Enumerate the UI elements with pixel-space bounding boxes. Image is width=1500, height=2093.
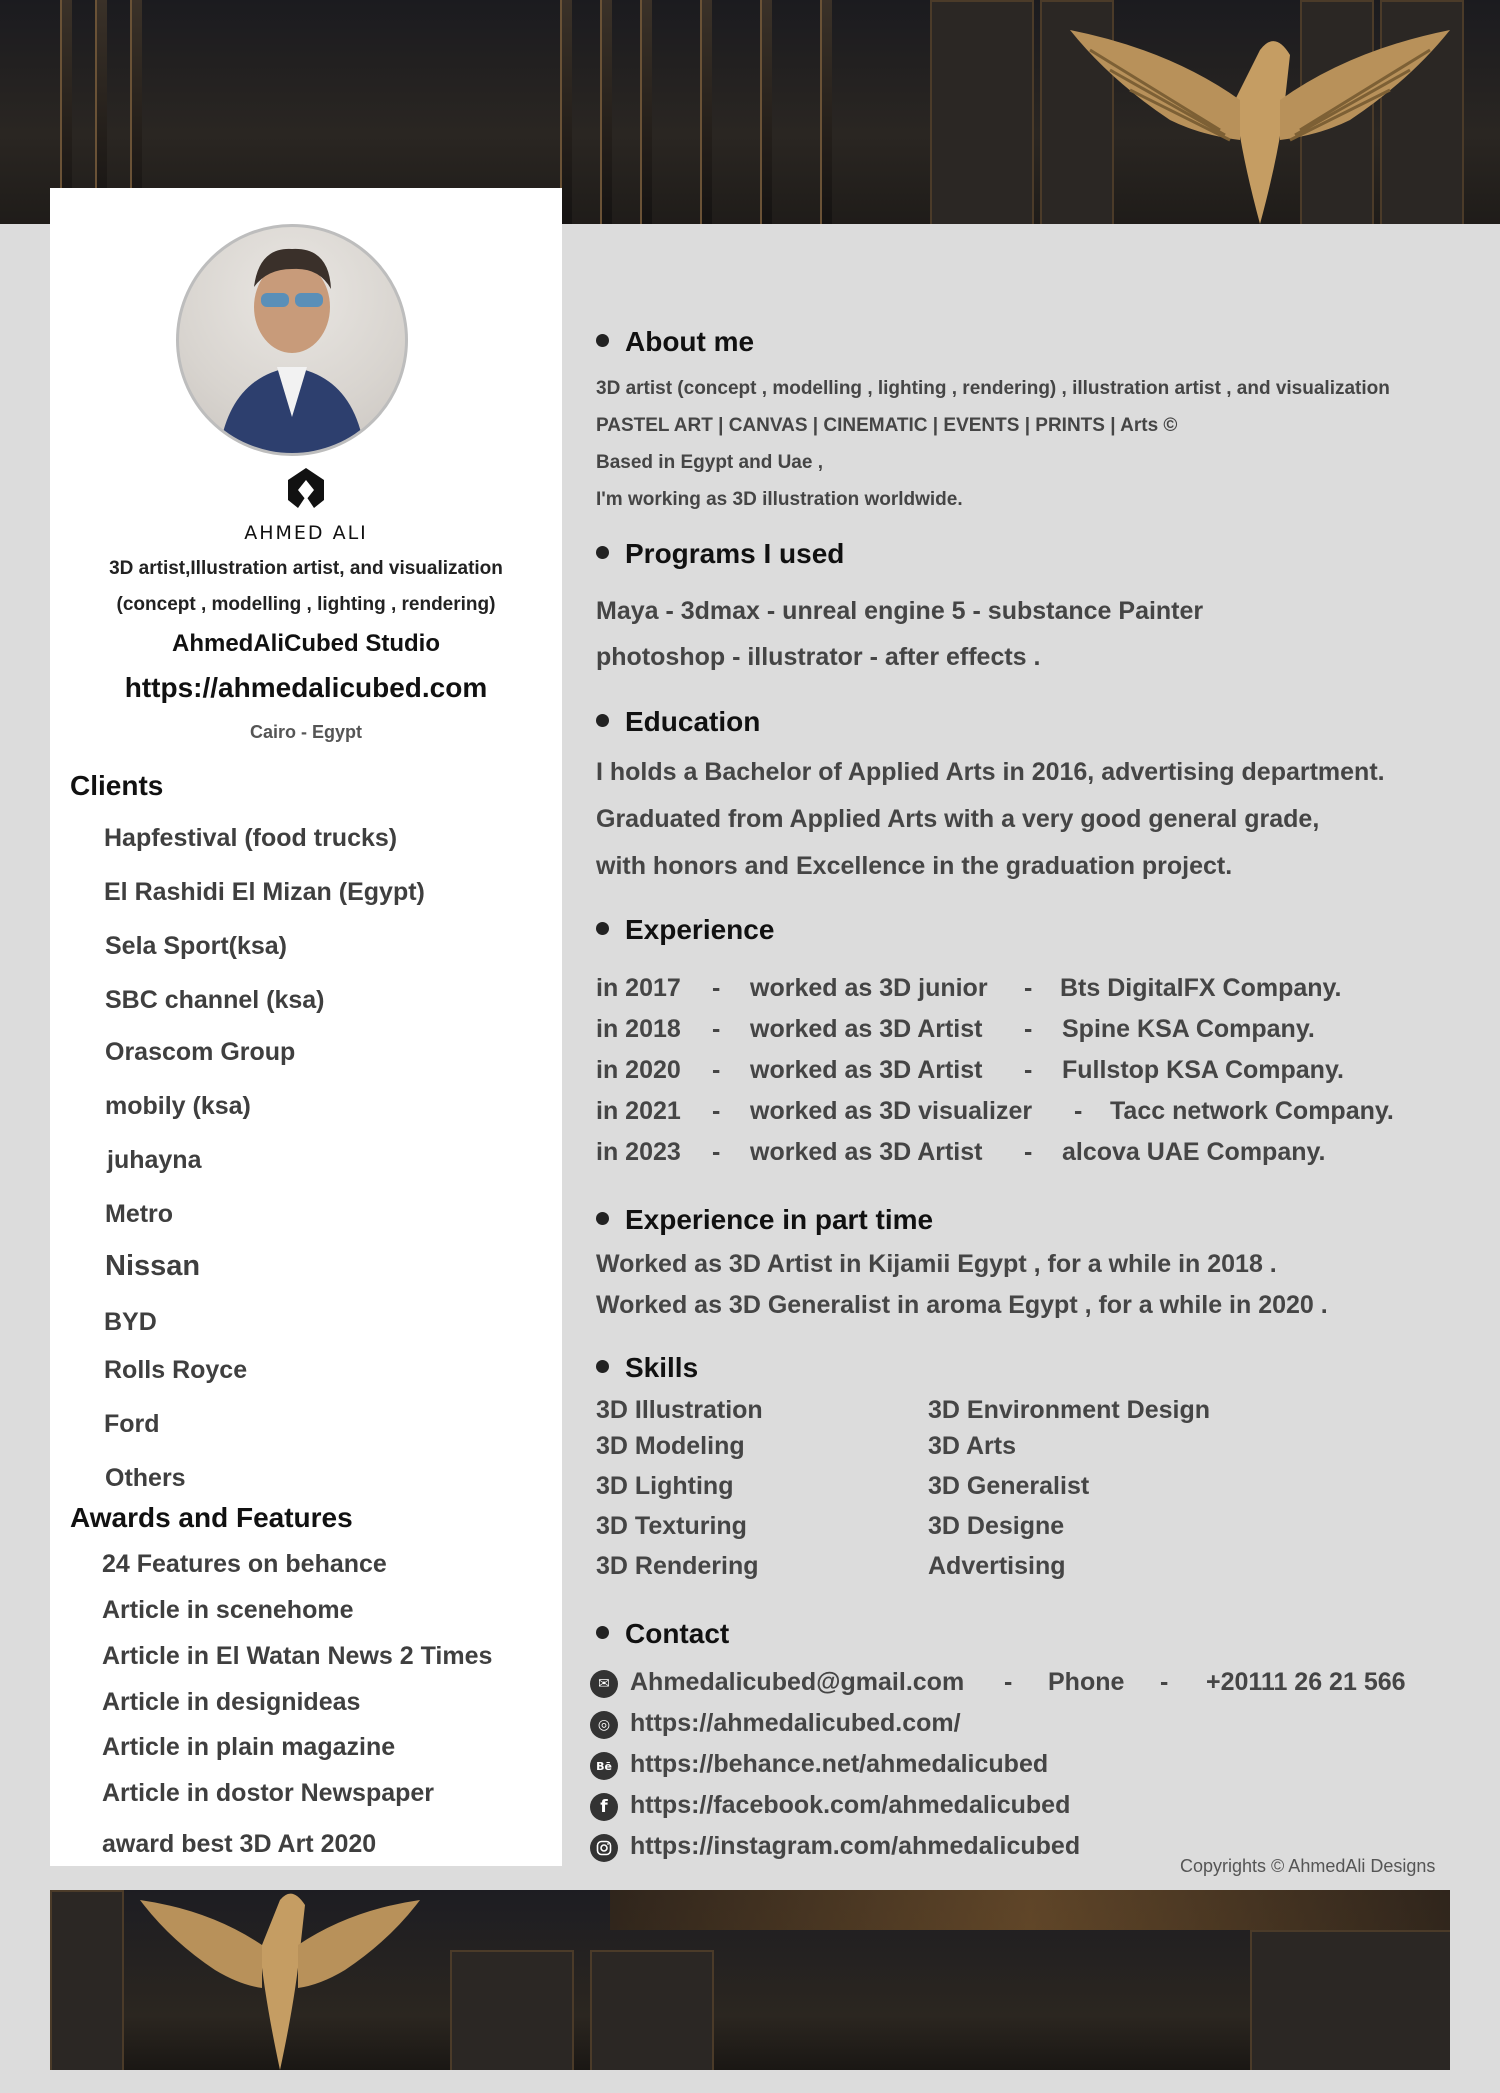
winged-falcon-relief-icon — [130, 1890, 430, 2070]
instagram-icon — [590, 1834, 618, 1862]
dash-separator: - — [1160, 1668, 1169, 1696]
skill-item: 3D Generalist — [928, 1472, 1090, 1500]
globe-icon: ◎ — [590, 1711, 618, 1739]
experience-role: worked as 3D Artist — [750, 1015, 983, 1043]
programs-line: photoshop - illustrator - after effects . — [596, 643, 1041, 671]
skill-item: 3D Lighting — [596, 1472, 734, 1500]
dash-separator: - — [1024, 1056, 1033, 1084]
client-item: Hapfestival (food trucks) — [104, 824, 398, 852]
facebook-icon: f — [590, 1793, 618, 1821]
profile-photo-avatar — [176, 224, 408, 456]
contact-heading: Contact — [596, 1618, 729, 1650]
award-item: award best 3D Art 2020 — [102, 1830, 377, 1858]
programs-line: Maya - 3dmax - unreal engine 5 - substance Painter — [596, 597, 1204, 625]
award-item: 24 Features on behance — [102, 1550, 387, 1578]
client-item: Orascom Group — [105, 1038, 296, 1066]
contact-website-link[interactable]: https://ahmedalicubed.com/ — [630, 1709, 961, 1737]
skill-item: 3D Rendering — [596, 1552, 759, 1580]
dash-separator: - — [712, 1056, 721, 1084]
award-item: Article in plain magazine — [102, 1733, 396, 1761]
client-item: Rolls Royce — [104, 1356, 248, 1384]
experience-company: alcova UAE Company. — [1062, 1138, 1326, 1166]
studio-name: AhmedAliCubed Studio — [172, 630, 440, 657]
tagline-line1: 3D artist,Illustration artist, and visualization — [109, 558, 503, 579]
parttime-line: Worked as 3D Artist in Kijamii Egypt , for a while in 2018 . — [596, 1250, 1277, 1278]
experience-company: Fullstop KSA Company. — [1062, 1056, 1344, 1084]
contact-instagram-link[interactable]: https://instagram.com/ahmedalicubed — [630, 1832, 1081, 1860]
dash-separator: - — [712, 1097, 721, 1125]
about-line: Based in Egypt and Uae , — [596, 452, 823, 473]
sidebar-website-link[interactable]: https://ahmedalicubed.com — [124, 672, 488, 703]
experience-year: in 2023 — [596, 1138, 681, 1166]
client-item: Nissan — [105, 1250, 201, 1282]
bottom-banner-image — [50, 1890, 1450, 2070]
skill-item: Advertising — [928, 1552, 1066, 1580]
about-line: I'm working as 3D illustration worldwide. — [596, 489, 963, 510]
brand-name: AHMED ALI — [244, 522, 368, 544]
award-item: Article in dostor Newspaper — [102, 1779, 435, 1807]
experience-year: in 2017 — [596, 974, 681, 1002]
contact-email-link[interactable]: Ahmedalicubed@gmail.com — [630, 1668, 965, 1696]
client-item: juhayna — [107, 1146, 202, 1174]
education-heading: Education — [596, 706, 760, 738]
contact-phone[interactable]: +20111 26 21 566 — [1206, 1668, 1406, 1696]
dash-separator: - — [1024, 1138, 1033, 1166]
skill-item: 3D Designe — [928, 1512, 1065, 1540]
location: Cairo - Egypt — [249, 722, 362, 742]
about-heading: About me — [596, 326, 754, 358]
profile-sidebar — [50, 188, 562, 1866]
skill-item: 3D Environment Design — [928, 1396, 1210, 1424]
skill-item: 3D Arts — [928, 1432, 1016, 1460]
contact-behance-link[interactable]: https://behance.net/ahmedalicubed — [630, 1750, 1049, 1778]
experience-year: in 2018 — [596, 1015, 681, 1043]
about-line: PASTEL ART | CANVAS | CINEMATIC | EVENTS | PRINTS | Arts © — [596, 415, 1178, 436]
experience-role: worked as 3D Artist — [750, 1138, 983, 1166]
dash-separator: - — [1024, 1015, 1033, 1043]
tagline-line2: (concept , modelling , lighting , rendering) — [116, 594, 496, 615]
behance-icon: Bē — [590, 1752, 618, 1780]
dash-separator: - — [1004, 1668, 1013, 1696]
phone-label: Phone — [1048, 1668, 1125, 1696]
copyright-note: Copyrights © AhmedAli Designs — [1180, 1856, 1436, 1876]
education-line: Graduated from Applied Arts with a very good general grade, — [596, 805, 1320, 833]
experience-company: Spine KSA Company. — [1062, 1015, 1315, 1043]
experience-role: worked as 3D junior — [750, 974, 988, 1002]
client-item: BYD — [104, 1308, 157, 1336]
parttime-heading: Experience in part time — [596, 1204, 933, 1236]
award-item: Article in El Watan News 2 Times — [102, 1642, 493, 1670]
programs-heading: Programs I used — [596, 538, 844, 570]
skill-item: 3D Texturing — [596, 1512, 747, 1540]
experience-year: in 2020 — [596, 1056, 681, 1084]
experience-company: Bts DigitalFX Company. — [1060, 974, 1342, 1002]
experience-heading: Experience — [596, 914, 774, 946]
dash-separator: - — [712, 974, 721, 1002]
dash-separator: - — [1024, 974, 1033, 1002]
about-line: 3D artist (concept , modelling , lighting , rendering) , illustration artist , and visualization — [596, 378, 1390, 399]
brand-logo-icon — [286, 466, 326, 510]
experience-role: worked as 3D visualizer — [750, 1097, 1033, 1125]
clients-heading: Clients — [70, 770, 164, 801]
award-item: Article in scenehome — [102, 1596, 354, 1624]
dash-separator: - — [712, 1015, 721, 1043]
client-item: mobily (ksa) — [105, 1092, 251, 1120]
dash-separator: - — [1074, 1097, 1083, 1125]
experience-year: in 2021 — [596, 1097, 681, 1125]
dash-separator: - — [712, 1138, 721, 1166]
client-item: Others — [105, 1464, 186, 1492]
skills-heading: Skills — [596, 1352, 698, 1384]
contact-facebook-link[interactable]: https://facebook.com/ahmedalicubed — [630, 1791, 1071, 1819]
client-item: Metro — [105, 1200, 174, 1228]
skill-item: 3D Illustration — [596, 1396, 763, 1424]
education-line: with honors and Excellence in the graduation project. — [596, 852, 1233, 880]
awards-heading: Awards and Features — [70, 1502, 353, 1533]
skill-item: 3D Modeling — [596, 1432, 745, 1460]
client-item: Sela Sport(ksa) — [105, 932, 288, 960]
client-item: SBC channel (ksa) — [105, 986, 325, 1014]
award-item: Article in designideas — [102, 1688, 361, 1716]
winged-falcon-relief-icon — [1050, 10, 1470, 224]
client-item: El Rashidi El Mizan (Egypt) — [104, 878, 425, 906]
parttime-line: Worked as 3D Generalist in aroma Egypt , for a while in 2020 . — [596, 1291, 1328, 1319]
experience-company: Tacc network Company. — [1110, 1097, 1394, 1125]
education-line: I holds a Bachelor of Applied Arts in 2016, advertising department. — [596, 758, 1385, 786]
client-item: Ford — [104, 1410, 160, 1438]
experience-role: worked as 3D Artist — [750, 1056, 983, 1084]
envelope-icon: ✉ — [590, 1670, 618, 1698]
